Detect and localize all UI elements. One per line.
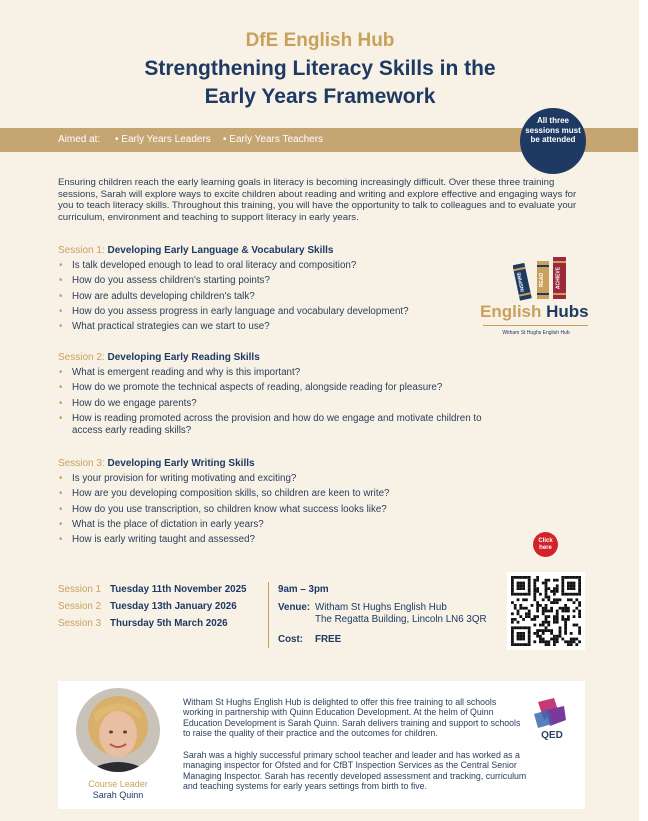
- qed-logo: [530, 696, 574, 746]
- question-item: • Is your provision for writing motivating and exciting?: [58, 473, 498, 485]
- question-item: • How is early writing taught and assessed?: [58, 534, 498, 546]
- schedule-session: Session 1: [58, 584, 102, 595]
- session-1-questions: [58, 260, 498, 336]
- audience-item: • Early Years Leaders: [115, 134, 211, 145]
- schedule-date: Tuesday 13th January 2026: [110, 601, 237, 612]
- qr-code-icon: [507, 572, 585, 650]
- page-title: [0, 55, 640, 111]
- leader-name: Sarah Quinn: [92, 790, 144, 800]
- book-label: INSPIRE: [516, 271, 527, 293]
- audience-item: • Early Years Teachers: [223, 134, 324, 145]
- session-number: Session 1:: [58, 245, 105, 256]
- session-3-questions: [58, 473, 498, 549]
- attendance-badge: [520, 108, 586, 174]
- book-label: ACHIEVE: [555, 266, 562, 290]
- bio-paragraph: Sarah was a highly successful primary school teacher and leader and has worked as a managing inspector for Ofsted and for CfBT Inspection Services as the Central Senior Managing Inspector. Sarah has recently developed assessment and tracking, curriculum and teaching systems for early years settings from birth to five.: [183, 750, 527, 792]
- logo-subtitle: Witham St Hughs English Hub: [502, 330, 570, 336]
- qed-wordmark: QED: [541, 730, 563, 741]
- leader-portrait-icon: [76, 688, 160, 772]
- wordmark-hubs: Hubs: [546, 302, 589, 321]
- wordmark-english: English: [480, 302, 542, 321]
- hub-title: DfE English Hub: [245, 30, 395, 51]
- venue-line-1: Witham St Hughs English Hub: [315, 602, 447, 613]
- question-item: • How do we promote the technical aspects of reading, alongside reading for pleasure?: [58, 382, 498, 394]
- session-2-heading: [58, 352, 260, 363]
- session-title: Developing Early Language & Vocabulary Skills: [107, 245, 334, 256]
- book-label: READ: [539, 272, 545, 288]
- qed-mark-icon: [530, 696, 574, 730]
- question-item: • How do you use transcription, so children know what success looks like?: [58, 504, 498, 516]
- attendance-badge-text: All three sessions must be attended: [525, 116, 581, 144]
- english-hubs-wordmark: [480, 302, 589, 322]
- schedule-session: Session 3: [58, 618, 102, 629]
- session-time: 9am – 3pm: [278, 584, 329, 595]
- cost-label: Cost:: [278, 634, 304, 645]
- books-icon: [513, 255, 573, 301]
- leader-role: Course Leader: [88, 779, 148, 789]
- session-title: Developing Early Writing Skills: [107, 458, 255, 469]
- question-item: • What practical strategies can we start to use?: [58, 321, 498, 333]
- title-line-2: Early Years Framework: [204, 85, 436, 108]
- venue-label: Venue:: [278, 602, 311, 613]
- click-here-label: Click here: [538, 538, 553, 551]
- venue-value: [315, 602, 487, 626]
- schedule-date: Tuesday 11th November 2025: [110, 584, 247, 595]
- question-item: • Is talk developed enough to lead to oral literacy and composition?: [58, 260, 498, 272]
- question-item: • How is reading promoted across the provision and how do we engage and motivate children to access early reading skills?: [58, 413, 498, 437]
- question-item: • How do we engage parents?: [58, 398, 498, 410]
- venue-line-2: The Regatta Building, Lincoln LN6 3QR: [315, 614, 487, 625]
- question-item: • What is the place of dictation in early years?: [58, 519, 498, 531]
- qr-code[interactable]: [507, 572, 585, 650]
- session-2-questions: [58, 367, 498, 440]
- english-hubs-logo: [480, 255, 592, 340]
- click-here-button[interactable]: [533, 532, 558, 557]
- question-item: • How are adults developing children's talk?: [58, 291, 498, 303]
- schedule-row: [58, 601, 237, 612]
- session-1-heading: [58, 245, 333, 256]
- title-line-1: Strengthening Literacy Skills in the: [144, 57, 496, 80]
- session-title: Developing Early Reading Skills: [107, 352, 260, 363]
- cost-value: FREE: [315, 634, 342, 645]
- schedule-divider: [268, 582, 269, 648]
- avatar: [76, 688, 160, 772]
- session-number: Session 2:: [58, 352, 105, 363]
- schedule-row: [58, 618, 228, 629]
- logo-divider: [483, 325, 588, 326]
- intro-paragraph: Ensuring children reach the early learning goals in literacy is becoming increasingly difficult. Over these three training sessions, Sarah will explore ways to excite children about reading and writing and explore effective and engaging ways for you to teach literacy skills. Throughout this training, you will have the opportunity to talk to colleagues and to evaluate your curriculum, environment and teaching to support literacy in early years.: [58, 177, 577, 223]
- question-item: • How are you developing composition skills, so children are keen to write?: [58, 488, 498, 500]
- page-edge: [639, 0, 648, 821]
- question-item: • How do you assess progress in early language and vocabulary development?: [58, 306, 498, 318]
- schedule-row: [58, 584, 247, 595]
- question-item: • How do you assess children's starting points?: [58, 275, 498, 287]
- bio-paragraph: Witham St Hughs English Hub is delighted to offer this free training to all schools working in partnership with Quinn Education Development. At the helm of Quinn Education Development is Sarah Quinn. Sarah delivers training and support to schools to raise the quality of their practice and the outcomes for children.: [183, 697, 521, 739]
- question-item: • What is emergent reading and why is this important?: [58, 367, 498, 379]
- session-number: Session 3:: [58, 458, 105, 469]
- session-3-heading: [58, 458, 255, 469]
- schedule-session: Session 2: [58, 601, 102, 612]
- aimed-at-label: Aimed at:: [58, 134, 101, 145]
- schedule-date: Thursday 5th March 2026: [110, 618, 228, 629]
